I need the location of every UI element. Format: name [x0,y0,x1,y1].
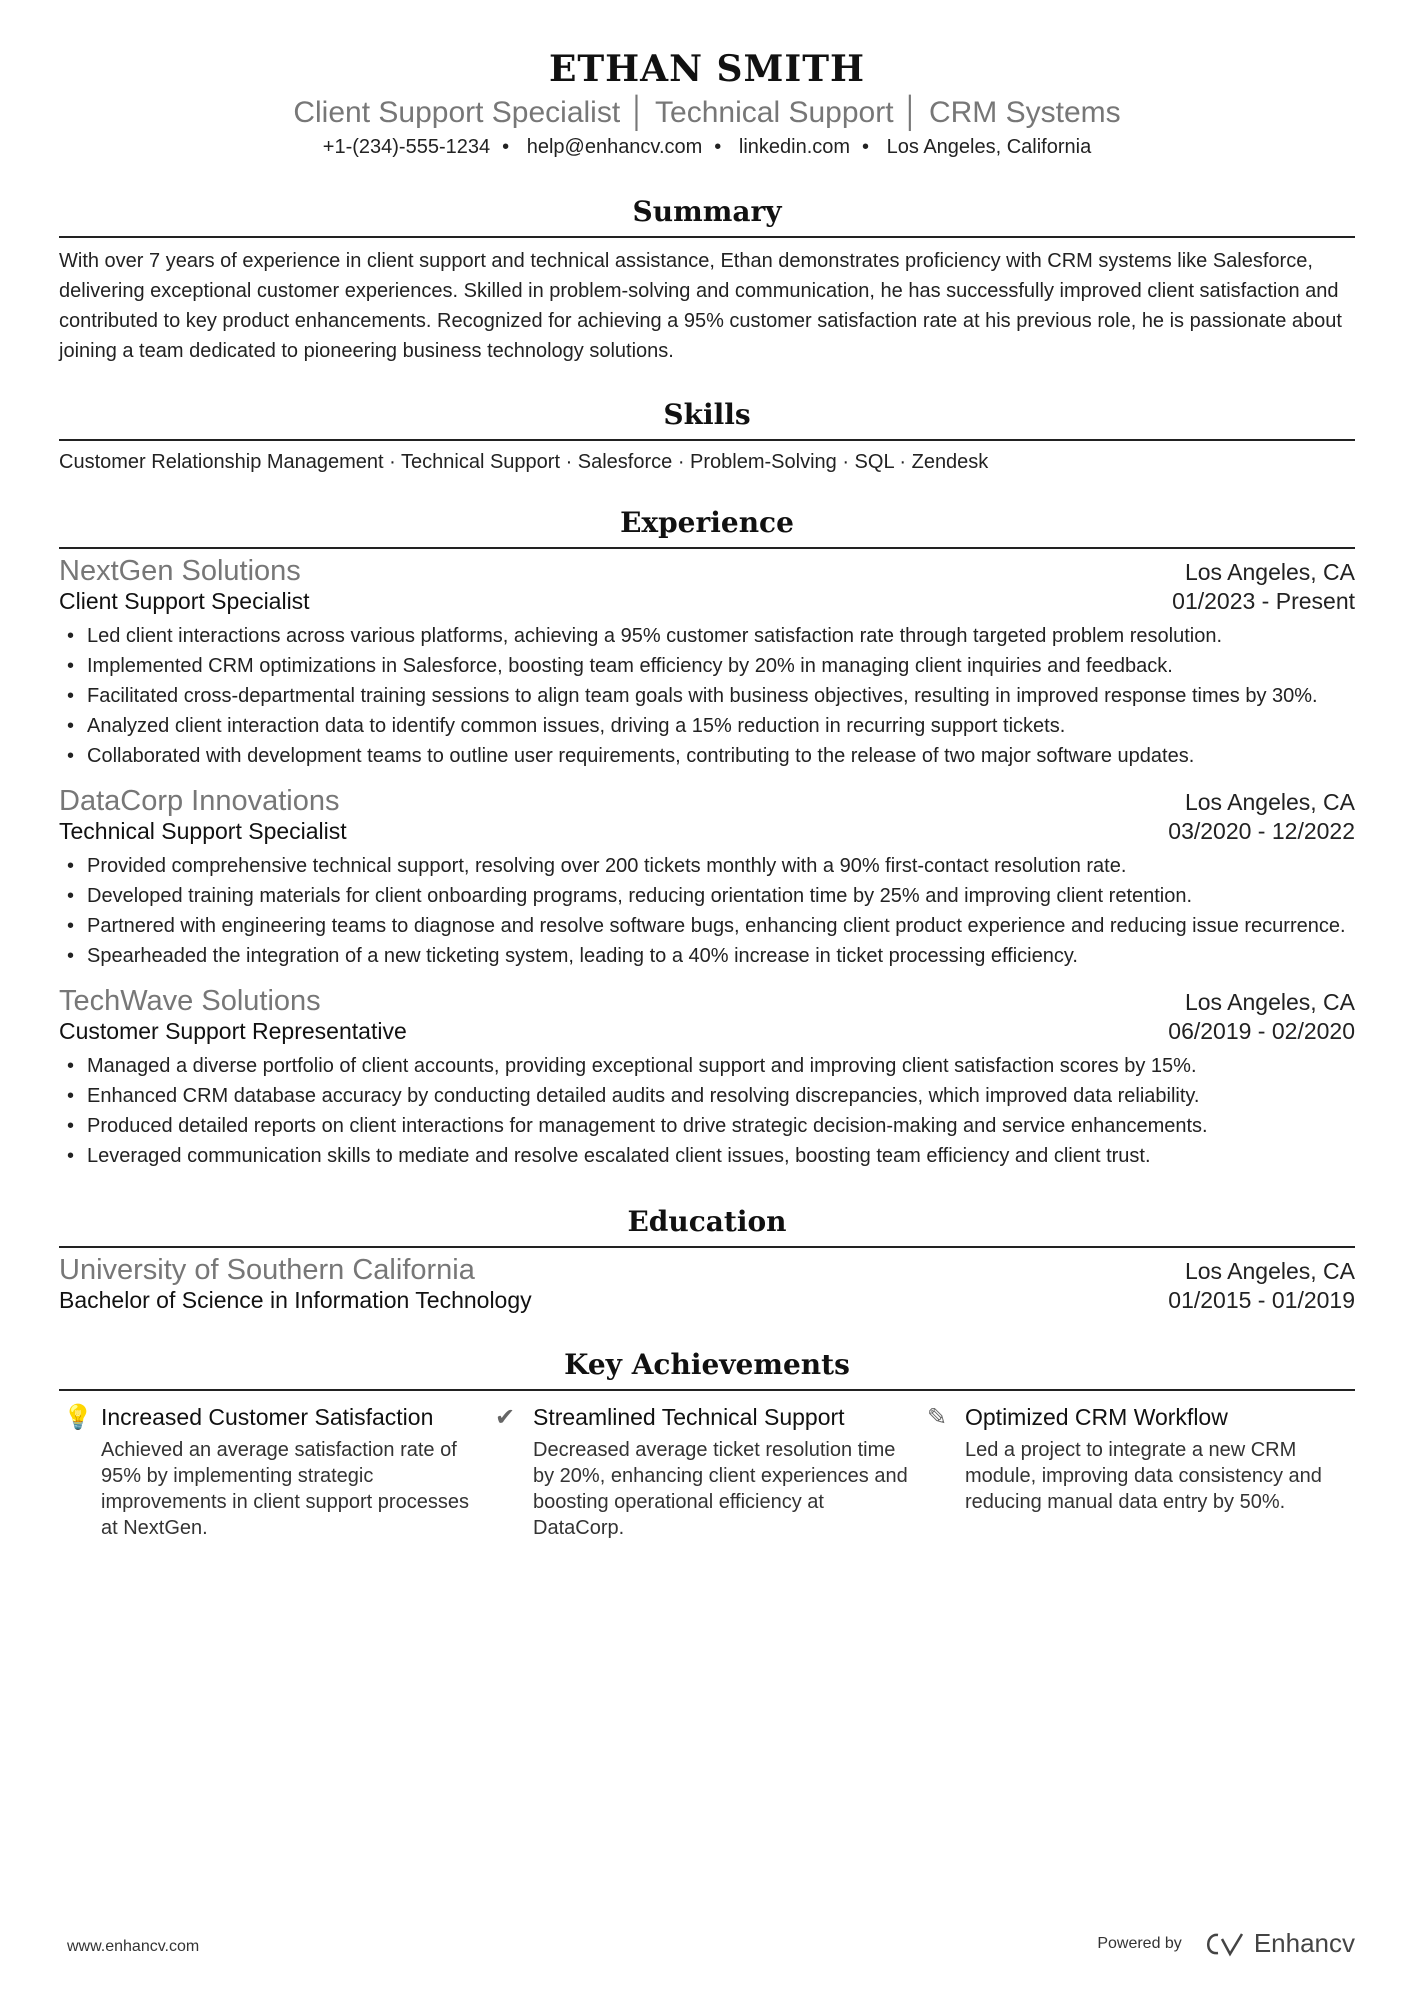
bullet-item: • Provided comprehensive technical support, resolving over 200 tickets monthly with a 90% first-contact resolution rate. [59,851,1355,881]
education-title: Education [59,1205,1355,1248]
bullet-item: • Enhanced CRM database accuracy by conducting detailed audits and resolving discrepancies, which improved data reliability. [59,1081,1355,1111]
experience-title: Experience [59,506,1355,549]
school: University of Southern California [59,1254,475,1286]
achievement-title: Increased Customer Satisfaction [101,1404,434,1430]
enhancv-logo-icon [1202,1931,1246,1957]
education-dates: 01/2015 - 01/2019 [1168,1287,1355,1313]
summary-title: Summary [59,195,1355,238]
company: DataCorp Innovations [59,785,340,817]
job-entry [59,985,1355,1171]
powered-by [1097,1928,1355,1959]
website-link[interactable]: www.enhancv.com [67,1938,200,1955]
achievement-title: Optimized CRM Workflow [965,1404,1228,1430]
bullet-list [59,851,1355,971]
email-link[interactable]: help@enhancv.com [526,136,703,158]
achievement-description: Achieved an average satisfaction rate of 95% by implementing strategic improvements in client support processes at NextGen. [101,1439,469,1539]
company: TechWave Solutions [59,985,321,1017]
contact-line: +1-(234)-555-1234 • help@enhancv.com • linkedin.com • Los Angeles, California [322,136,1092,158]
location: Los Angeles, California [886,136,1092,158]
job-dates: 03/2020 - 12/2022 [1168,818,1355,844]
bullet-item: • Collaborated with development teams to outline user requirements, contributing to the release of two major software updates. [59,741,1355,771]
powered-by-label: Powered by [1097,1934,1182,1952]
job-dates: 01/2023 - Present [1172,588,1355,614]
education-entry [59,1254,1355,1314]
job-location: Los Angeles, CA [1184,989,1355,1015]
education-location: Los Angeles, CA [1184,1258,1355,1284]
degree: Bachelor of Science in Information Technology [59,1287,532,1313]
bullet-item: • Produced detailed reports on client interactions for management to drive strategic decision-making and service enhancements. [59,1111,1355,1141]
summary-text: With over 7 years of experience in client support and technical assistance, Ethan demonstrates proficiency with CRM systems like Salesforce, delivering exceptional customer experiences. Skilled in problem-solving and communication, he has successfully improved client satisfaction and contributed to key product enhancements. Recognized for achieving a 95% customer satisfaction rate at his previous role, he is passionate about joining a team dedicated to pioneering business technology solutions. [59,250,1342,362]
enhancv-logo[interactable] [1202,1928,1355,1959]
lightbulb-icon: 💡 [63,1404,93,1431]
achievement-item [491,1403,923,1541]
job-dates: 06/2019 - 02/2020 [1168,1018,1355,1044]
bullet-item: • Managed a diverse portfolio of client accounts, providing exceptional support and improving client satisfaction scores by 15%. [59,1051,1355,1081]
bullet-item: • Developed training materials for client onboarding programs, reducing orientation time by 25% and improving client retention. [59,881,1355,911]
skills-title: Skills [59,398,1355,441]
achievement-item [59,1403,491,1541]
skills-list: Customer Relationship Management · Technical Support · Salesforce · Problem-Solving · SQL · Zendesk [59,451,989,473]
bullet-item: • Leveraged communication skills to mediate and resolve escalated client issues, boosting team efficiency and client trust. [59,1141,1355,1171]
phone: +1-(234)-555-1234 [322,136,491,158]
bullet-item: • Led client interactions across various platforms, achieving a 95% customer satisfaction rate through targeted problem resolution. [59,621,1355,651]
job-location: Los Angeles, CA [1184,789,1355,815]
magic-wand-icon: ✎ [927,1404,948,1431]
achievements-title: Key Achievements [59,1348,1355,1391]
headline: Client Support Specialist │ Technical Support │ CRM Systems [293,96,1121,129]
bullet-item: • Spearheaded the integration of a new ticketing system, leading to a 40% increase in ticket processing efficiency. [59,941,1355,971]
job-entry [59,555,1355,771]
achievement-item [923,1403,1355,1541]
job-entry [59,785,1355,971]
achievements-list [59,1403,1355,1541]
company: NextGen Solutions [59,555,301,587]
bullet-item: • Analyzed client interaction data to identify common issues, driving a 15% reduction in recurring support tickets. [59,711,1355,741]
achievement-title: Streamlined Technical Support [533,1404,845,1430]
job-location: Los Angeles, CA [1184,559,1355,585]
job-role: Client Support Specialist [59,588,310,614]
bullet-list [59,621,1355,771]
achievement-description: Decreased average ticket resolution time by 20%, enhancing client experiences and boosting operational efficiency at DataCorp. [533,1439,908,1539]
bullet-item: • Implemented CRM optimizations in Salesforce, boosting team efficiency by 20% in managing client inquiries and feedback. [59,651,1355,681]
job-role: Technical Support Specialist [59,818,347,844]
resume [59,0,1355,1541]
bullet-item: • Facilitated cross-departmental training sessions to align team goals with business objectives, resulting in improved response times by 30%. [59,681,1355,711]
job-role: Customer Support Representative [59,1018,407,1044]
enhancv-brand: Enhancv [1253,1928,1355,1958]
candidate-name: ETHAN SMITH [548,48,866,90]
achievement-description: Led a project to integrate a new CRM module, improving data consistency and reducing manual data entry by 50%. [965,1439,1322,1513]
bullet-list [59,1051,1355,1171]
linkedin-link[interactable]: linkedin.com [738,136,851,158]
experience-list [59,555,1355,1171]
bullet-item: • Partnered with engineering teams to diagnose and resolve software bugs, enhancing client product experience and reducing issue recurrence. [59,911,1355,941]
checkmark-icon: ✔ [495,1404,516,1431]
